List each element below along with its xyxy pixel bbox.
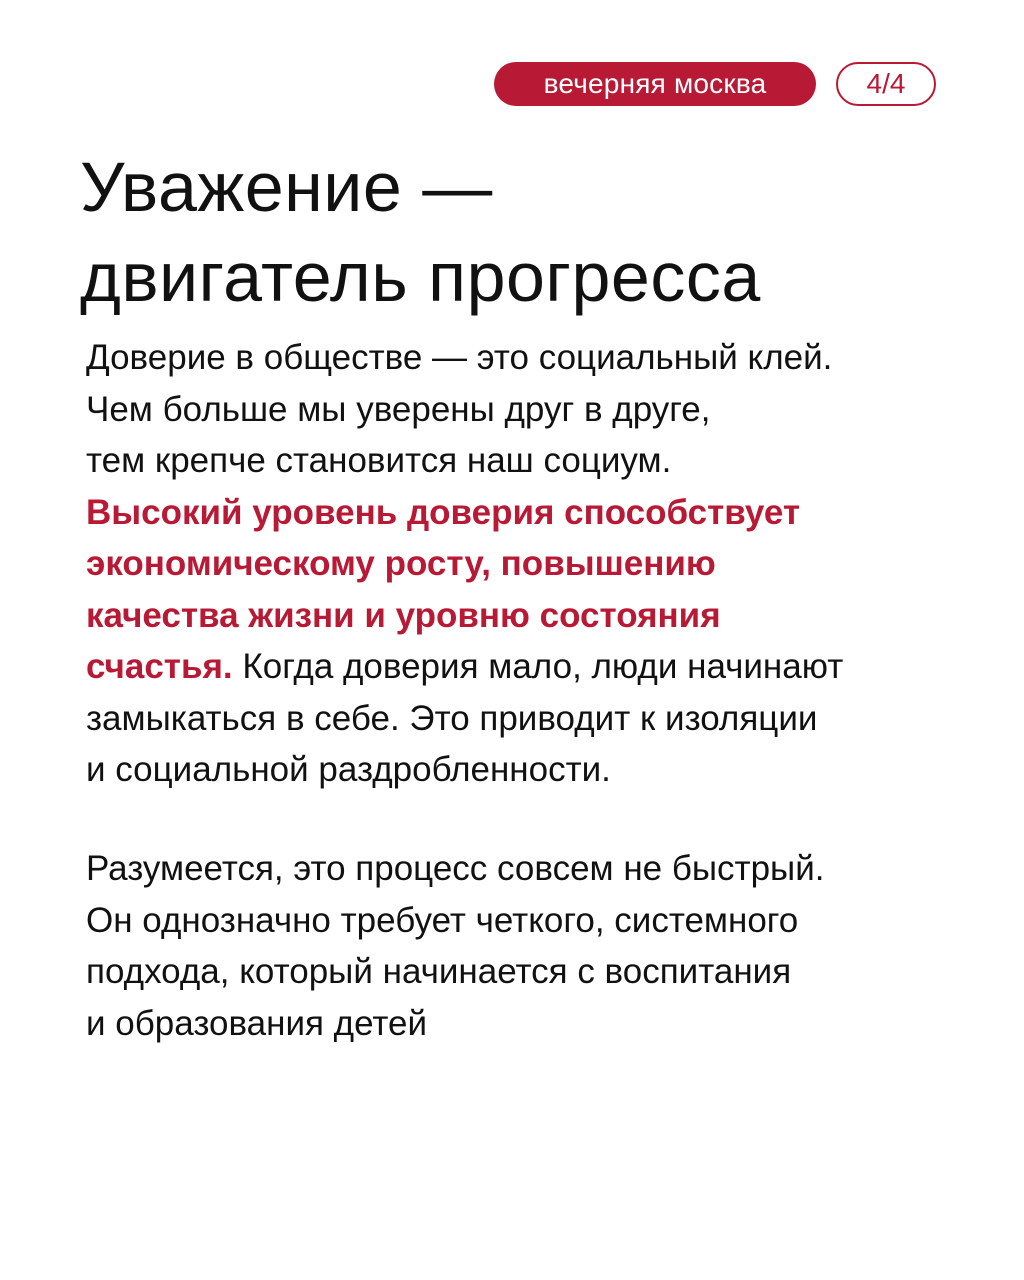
title-line: двигатель прогресса [80,238,761,316]
paragraph-trust [86,332,966,796]
text-fragment: Когда доверия мало, люди начинают [232,647,844,686]
text-line: Чем больше мы уверены друг в друге, [86,389,711,429]
text-line: Он однозначно требует четкого, системного [86,900,799,940]
page-title [80,142,960,322]
text-line: тем крепче становится наш социум. [86,441,672,480]
highlight-line: Высокий уровень доверия способствует [86,492,801,532]
text-line-mixed [86,641,966,693]
text-line: Разумеется, это процесс совсем не быстрый. [86,849,825,888]
text-line: замыкаться в себе. Это приводит к изоляции [86,698,818,738]
text-line: и образования детей [86,1003,428,1043]
text-line: и социальной раздробленности. [86,750,611,789]
highlight-line: экономическому росту, повышению [86,544,716,583]
paragraph-process [86,843,966,1049]
brand-badge: вечерняя москва [494,62,816,106]
highlight-text: счастья. [86,647,233,686]
page-indicator: 4/4 [836,62,936,106]
title-line: Уважение — [80,148,493,226]
highlight-line: качества жизни и уровню состояния [86,595,721,635]
text-line: Доверие в обществе — это социальный клей. [86,338,833,377]
text-line: подхода, который начинается с воспитания [86,952,792,991]
